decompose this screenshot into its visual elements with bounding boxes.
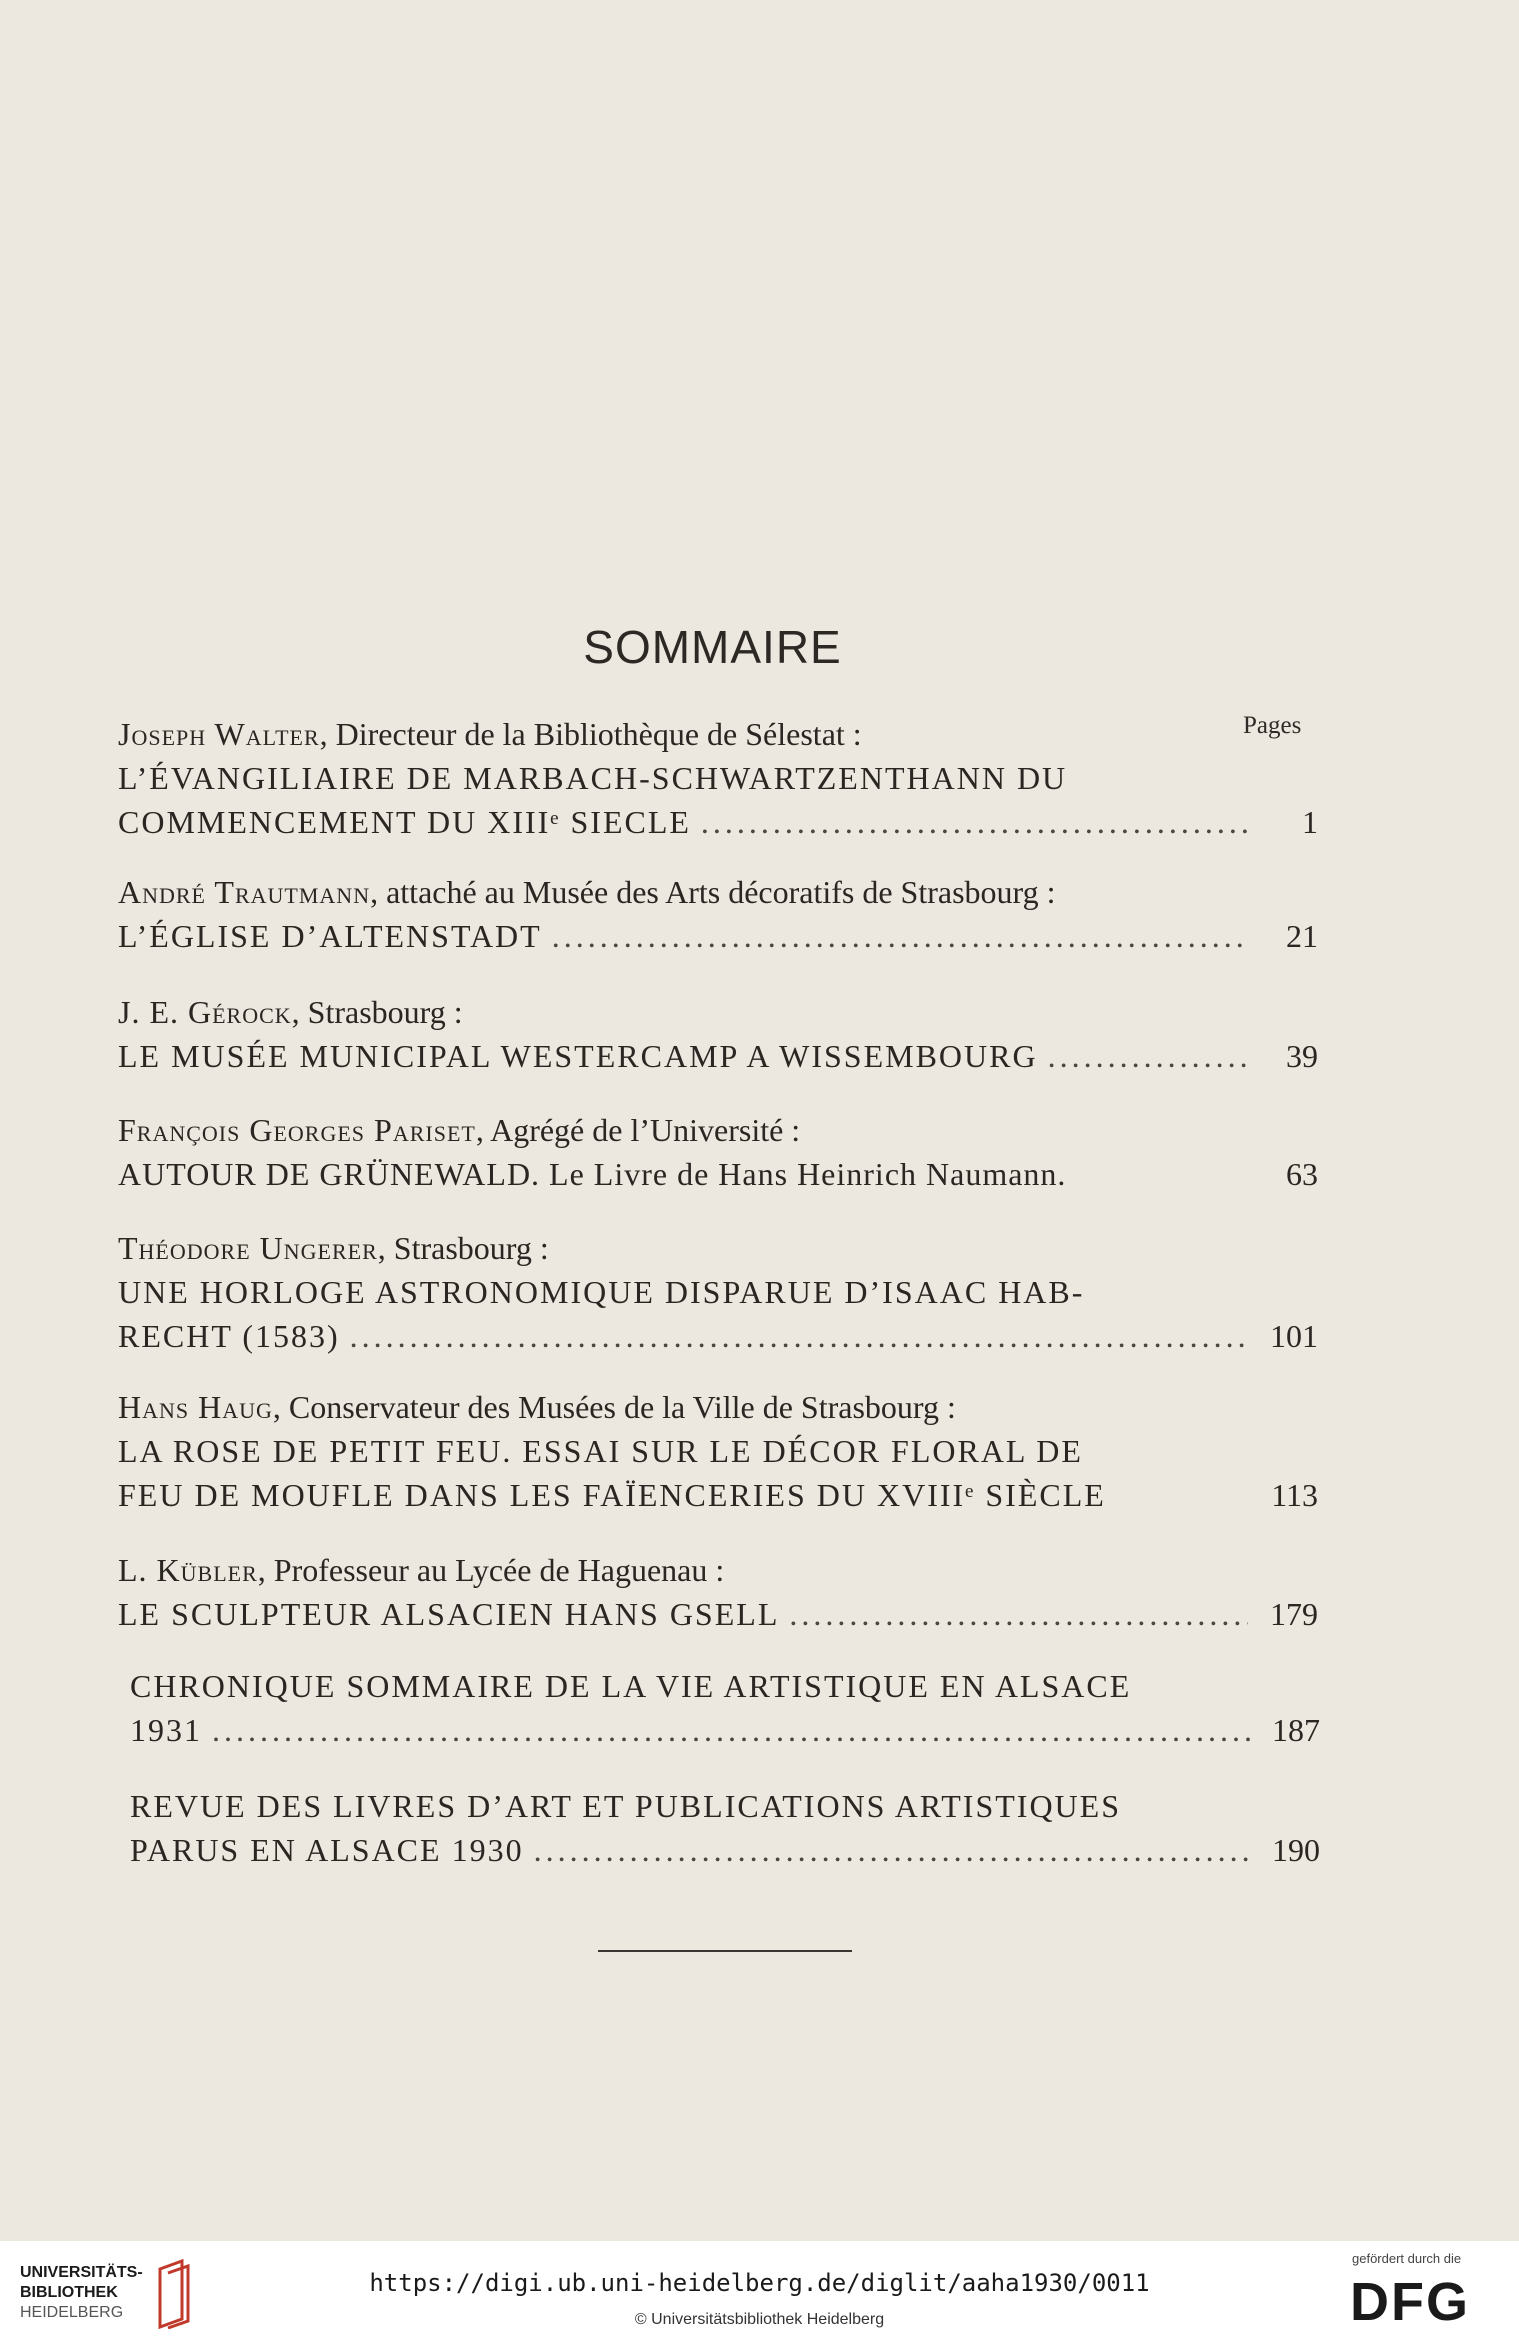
entry-author [118,1385,1318,1429]
entry-title-line [118,914,1318,958]
entry-title-line [118,1152,1318,1196]
entry-page-number: 39 [1286,1038,1318,1074]
toc-entry [118,712,1318,844]
entry-page-number: 21 [1286,918,1318,954]
funding-note: gefördert durch die [1352,2251,1462,2266]
leader-dots [1048,1034,1248,1078]
entry-author [118,1108,1318,1152]
entry-author [118,990,1318,1034]
entry-title: LA ROSE DE PETIT FEU. ESSAI SUR LE DÉCOR FLORAL DE [118,1433,1083,1469]
toc-entry [118,1226,1318,1358]
author-name: Joseph Walter [118,716,320,752]
page-title: SOMMAIRE [583,621,842,673]
entry-title: L’ÉGLISE D’ALTENSTADT [118,918,542,954]
leader-dots [212,1708,1250,1752]
leader-dots [789,1592,1248,1636]
entry-page-number: 187 [1272,1712,1320,1748]
leader-dots [701,800,1248,844]
entry-author [118,712,1318,756]
leader-dots [534,1828,1250,1872]
entry-page-number: 113 [1271,1477,1318,1513]
toc-entry [130,1664,1320,1752]
entry-title-line [118,1034,1318,1078]
library-logo-line: BIBLIOTHEK [20,2284,118,2301]
entry-author [118,870,1318,914]
library-logo-line: UNIVERSITÄTS- [20,2264,143,2281]
author-name: Hans Haug [118,1389,273,1425]
entry-title-cont: FEU DE MOUFLE DANS LES FAÏENCERIES DU XVIIIᵉ SIÈCLE [118,1477,1106,1513]
entry-title: UNE HORLOGE ASTRONOMIQUE DISPARUE D’ISAAC HAB- [118,1274,1085,1310]
entry-title-line [118,800,1318,844]
author-name: François Georges Pariset [118,1112,476,1148]
entry-title: LE MUSÉE MUNICIPAL WESTERCAMP A WISSEMBOURG [118,1038,1038,1074]
entry-title-cont: 1931 [130,1712,202,1748]
entry-title-line [130,1708,1320,1752]
entry-title-cont: RECHT (1583) [118,1318,340,1354]
entry-title: LE SCULPTEUR ALSACIEN HANS GSELL [118,1596,780,1632]
entry-title-line [118,1592,1318,1636]
author-affiliation: , Strasbourg : [291,994,463,1030]
entry-title-cont: COMMENCEMENT DU XIIIᵉ SIECLE [118,804,691,840]
entry-title-line [130,1828,1320,1872]
author-affiliation: , Agrégé de l’Université : [475,1112,801,1148]
pages-column-label: Pages [1243,712,1302,739]
entry-title-line [130,1784,1320,1828]
author-name: J. E. Gérock [118,994,292,1030]
entry-title-line [130,1664,1320,1708]
author-affiliation: , Strasbourg : [377,1230,549,1266]
author-name: André Trautmann [118,874,371,910]
toc-entry [118,1548,1318,1636]
entry-title: AUTOUR DE GRÜNEWALD. Le Livre de Hans Heinrich Naumann. [118,1156,1067,1192]
author-name: Théodore Ungerer [118,1230,378,1266]
viewer-footer [0,2241,1519,2349]
leader-dots [350,1314,1248,1358]
toc-entry [118,990,1318,1078]
copyright-notice: © Universitätsbibliothek Heidelberg [634,2311,885,2328]
entry-author [118,1548,1318,1592]
entry-title: L’ÉVANGILIAIRE DE MARBACH-SCHWARTZENTHANN DU [118,760,1068,796]
library-logo-line: HEIDELBERG [20,2304,124,2321]
closing-rule [598,1950,852,1952]
entry-title-line [118,1473,1318,1517]
entry-page-number: 63 [1286,1156,1318,1192]
entry-page-number: 1 [1302,804,1318,840]
entry-page-number: 190 [1272,1832,1320,1868]
entry-page-number: 101 [1270,1318,1318,1354]
toc-entry [118,1108,1318,1196]
author-affiliation: , Professeur au Lycée de Haguenau : [257,1552,725,1588]
toc-entry [118,870,1318,958]
entry-title-cont: PARUS EN ALSACE 1930 [130,1832,524,1868]
entry-title-line [118,1314,1318,1358]
author-name: L. Kübler [118,1552,258,1588]
entry-title-line [118,1270,1318,1314]
entry-title: CHRONIQUE SOMMAIRE DE LA VIE ARTISTIQUE EN ALSACE [130,1668,1132,1704]
author-affiliation: , Directeur de la Bibliothèque de Sélestat : [319,716,862,752]
toc-entry [118,1385,1318,1517]
entry-title-line [118,1429,1318,1473]
entry-page-number: 179 [1270,1596,1318,1632]
toc-entry [130,1784,1320,1872]
entry-title: REVUE DES LIVRES D’ART ET PUBLICATIONS ARTISTIQUES [130,1788,1121,1824]
author-affiliation: , Conservateur des Musées de la Ville de Strasbourg : [272,1389,956,1425]
entry-title-line [118,756,1318,800]
permalink-url[interactable]: https://digi.ub.uni-heidelberg.de/diglit/aaha1930/0011 [369,2269,1150,2297]
entry-author [118,1226,1318,1270]
author-affiliation: , attaché au Musée des Arts décoratifs de Strasbourg : [370,874,1056,910]
dfg-logo[interactable]: DFG [1350,2272,1470,2332]
leader-dots [552,914,1248,958]
